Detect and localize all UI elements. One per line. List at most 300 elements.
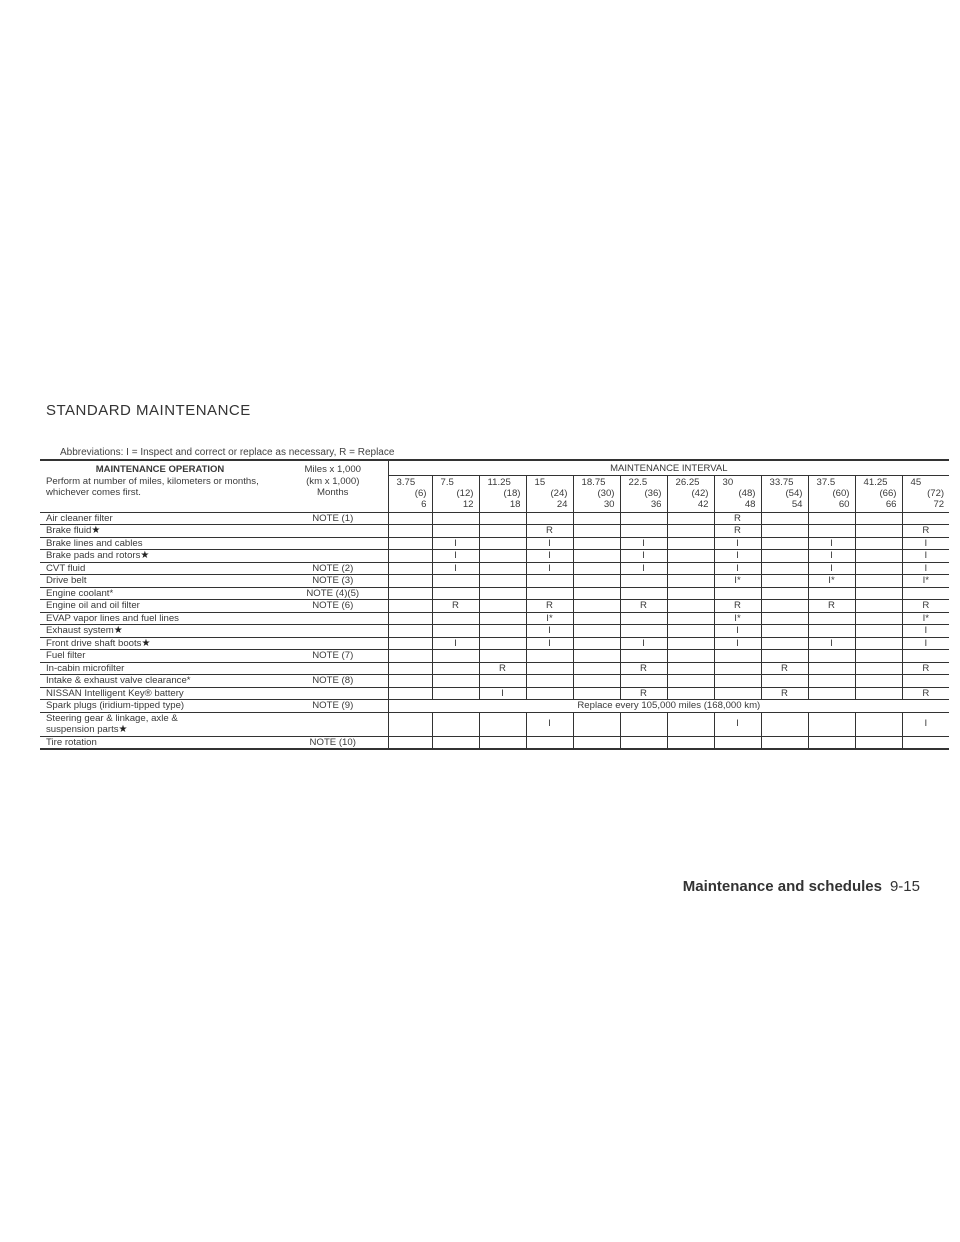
table-row [40, 537, 949, 550]
operation-name: NISSAN Intelligent Key® battery [46, 687, 184, 699]
interval-cell [667, 525, 714, 538]
interval-cell [388, 637, 432, 650]
interval-cell [432, 512, 479, 525]
interval-cell [855, 512, 902, 525]
operation-cell [40, 612, 278, 625]
interval-cell [808, 662, 855, 675]
operation-name: Brake pads and rotors [46, 550, 141, 561]
interval-km: (30) [597, 487, 615, 499]
interval-miles: 11.25 [487, 476, 511, 488]
interval-cell: I [620, 562, 667, 575]
interval-months: 12 [462, 498, 474, 510]
page-number: 9-15 [889, 878, 920, 895]
interval-cell: R [432, 600, 479, 613]
interval-cell [855, 600, 902, 613]
footer-section: Maintenance and schedules [682, 878, 882, 895]
interval-cell [573, 650, 620, 663]
operation-cell [40, 600, 278, 613]
interval-cell [667, 537, 714, 550]
operation-cell [40, 637, 278, 650]
operation-cell [40, 675, 278, 688]
interval-cell [526, 736, 573, 749]
miles-header [278, 460, 388, 512]
interval-cell [855, 550, 902, 563]
miles-header-line: Miles x 1,000 [304, 464, 362, 475]
spark-plug-interval: Replace every 105,000 miles (168,000 km) [388, 700, 949, 713]
interval-cell [479, 637, 526, 650]
interval-months: 6 [421, 498, 427, 510]
operation-name: Exhaust system [46, 625, 114, 636]
operation-cell [40, 662, 278, 675]
note-cell [278, 662, 388, 675]
interval-cell: I [432, 637, 479, 650]
interval-cell: R [526, 600, 573, 613]
interval-cell [667, 650, 714, 663]
operation-header [40, 460, 278, 512]
note-cell: NOTE (7) [278, 650, 388, 663]
interval-cell [667, 712, 714, 736]
interval-cell [855, 675, 902, 688]
interval-cell: I* [902, 612, 949, 625]
interval-cell: R [902, 525, 949, 538]
note-cell [278, 637, 388, 650]
interval-cell [620, 512, 667, 525]
operation-cell [40, 525, 278, 538]
interval-cell: I [714, 625, 761, 638]
interval-cell: I [526, 712, 573, 736]
interval-km: (18) [503, 487, 521, 499]
interval-km: (12) [456, 487, 474, 499]
interval-column-header [855, 475, 902, 512]
abbreviations-note: Abbreviations: I = Inspect and correct or replace as necessary, R = Replace [60, 447, 395, 458]
interval-cell [573, 712, 620, 736]
operation-cell [40, 550, 278, 563]
note-cell: NOTE (2) [278, 562, 388, 575]
interval-months: 72 [933, 498, 945, 510]
interval-cell [620, 650, 667, 663]
note-cell [278, 612, 388, 625]
operation-cell [40, 712, 278, 736]
interval-km: (24) [550, 487, 568, 499]
interval-cell [761, 675, 808, 688]
table-row [40, 712, 949, 736]
interval-cell [808, 625, 855, 638]
interval-cell [388, 612, 432, 625]
interval-cell: I [902, 712, 949, 736]
interval-cell [761, 512, 808, 525]
interval-cell [855, 575, 902, 588]
operation-name: Intake & exhaust valve clearance* [46, 675, 191, 686]
interval-cell: R [761, 687, 808, 700]
interval-cell [808, 612, 855, 625]
page-footer [683, 878, 920, 895]
interval-cell [667, 550, 714, 563]
interval-cell [855, 662, 902, 675]
interval-cell [620, 612, 667, 625]
operation-name: Tire rotation [46, 736, 97, 748]
operation-name: Spark plugs (iridium-tipped type) [46, 700, 185, 711]
interval-cell [667, 662, 714, 675]
table-row [40, 562, 949, 575]
table-row [40, 675, 949, 688]
interval-cell [573, 525, 620, 538]
note-cell: NOTE (3) [278, 575, 388, 588]
interval-cell [573, 625, 620, 638]
note-cell [278, 550, 388, 563]
interval-cell: I [902, 550, 949, 563]
star-icon: ★ [141, 637, 151, 649]
interval-cell: I [902, 625, 949, 638]
interval-cell: I [902, 637, 949, 650]
note-cell: NOTE (1) [278, 512, 388, 525]
interval-cell [761, 637, 808, 650]
interval-cell [479, 587, 526, 600]
interval-cell [573, 612, 620, 625]
interval-column-header [388, 475, 432, 512]
operation-cell [40, 562, 278, 575]
interval-months: 42 [697, 498, 709, 510]
note-cell [278, 712, 388, 736]
table-header-row [40, 460, 949, 475]
interval-cell: I [432, 550, 479, 563]
interval-column-header [667, 475, 714, 512]
interval-cell [526, 575, 573, 588]
operation-name: Front drive shaft boots [46, 637, 142, 649]
interval-cell: I [526, 637, 573, 650]
interval-cell: I* [526, 612, 573, 625]
interval-cell [479, 562, 526, 575]
interval-cell: I [714, 712, 761, 736]
interval-cell [855, 736, 902, 749]
operation-name: Engine oil and oil filter [46, 600, 140, 611]
interval-cell [620, 525, 667, 538]
interval-column-header [432, 475, 479, 512]
star-icon: ★ [118, 724, 128, 735]
interval-cell [808, 687, 855, 700]
operation-cell [40, 512, 278, 525]
note-cell [278, 625, 388, 638]
table-row [40, 587, 949, 600]
interval-cell [573, 736, 620, 749]
interval-cell [432, 650, 479, 663]
interval-miles: 45 [910, 476, 922, 488]
table-row [40, 550, 949, 563]
interval-cell [432, 687, 479, 700]
interval-cell [479, 650, 526, 663]
operation-cell [40, 575, 278, 588]
interval-cell [855, 525, 902, 538]
interval-cell [432, 712, 479, 736]
interval-cell [388, 537, 432, 550]
interval-cell [526, 587, 573, 600]
interval-miles: 7.5 [440, 476, 454, 488]
note-cell [278, 537, 388, 550]
interval-cell [479, 537, 526, 550]
miles-header-line: (km x 1,000) [306, 475, 360, 487]
interval-cell [388, 650, 432, 663]
note-cell: NOTE (9) [278, 700, 388, 713]
operation-cell [40, 537, 278, 550]
interval-cell [479, 625, 526, 638]
star-icon: ★ [91, 525, 101, 536]
interval-cell: I [526, 537, 573, 550]
interval-cell [432, 736, 479, 749]
interval-cell [902, 587, 949, 600]
interval-km: (60) [832, 487, 850, 499]
interval-cell [573, 687, 620, 700]
operation-cell [40, 650, 278, 663]
interval-cell [761, 550, 808, 563]
interval-cell [808, 650, 855, 663]
interval-cell: I [620, 637, 667, 650]
interval-cell [667, 575, 714, 588]
table-row [40, 662, 949, 675]
interval-cell: I [526, 562, 573, 575]
operation-name: suspension parts [46, 724, 119, 735]
interval-cell [714, 736, 761, 749]
interval-cell [761, 600, 808, 613]
interval-cell [388, 625, 432, 638]
interval-cell [573, 562, 620, 575]
interval-months: 60 [838, 498, 850, 510]
operation-header-text: Perform at number of miles, kilometers or months, whichever comes first. [46, 475, 259, 498]
interval-cell [388, 662, 432, 675]
interval-cell [855, 625, 902, 638]
table-row [40, 687, 949, 700]
interval-miles: 37.5 [816, 476, 836, 488]
note-cell [278, 687, 388, 700]
interval-cell [479, 600, 526, 613]
interval-cell [388, 675, 432, 688]
interval-cell: I [432, 537, 479, 550]
interval-cell [526, 512, 573, 525]
operation-header-title: MAINTENANCE OPERATION [95, 464, 225, 475]
table-row [40, 625, 949, 638]
operation-name: Brake fluid [46, 525, 92, 536]
interval-cell [432, 575, 479, 588]
interval-cell [808, 675, 855, 688]
interval-months: 30 [603, 498, 615, 510]
interval-cell [573, 637, 620, 650]
interval-cell [620, 625, 667, 638]
operation-name: Brake lines and cables [46, 537, 143, 549]
interval-cell: I [714, 550, 761, 563]
interval-cell [388, 512, 432, 525]
interval-cell [667, 512, 714, 525]
note-cell [278, 525, 388, 538]
operation-cell [40, 587, 278, 600]
interval-cell: R [714, 525, 761, 538]
interval-cell [479, 525, 526, 538]
interval-cell: R [479, 662, 526, 675]
interval-cell [761, 736, 808, 749]
interval-column-header [479, 475, 526, 512]
interval-cell [714, 662, 761, 675]
interval-cell [808, 525, 855, 538]
table-row [40, 525, 949, 538]
interval-months: 54 [791, 498, 803, 510]
interval-cell [855, 637, 902, 650]
operation-cell [40, 625, 278, 638]
miles-header-line: Months [317, 487, 349, 498]
interval-cell [432, 525, 479, 538]
interval-cell [808, 512, 855, 525]
interval-column-header [808, 475, 855, 512]
interval-cell [761, 650, 808, 663]
interval-miles: 22.5 [628, 476, 648, 488]
interval-cell [573, 512, 620, 525]
interval-km: (66) [879, 487, 897, 499]
interval-cell: I [714, 562, 761, 575]
interval-cell [667, 600, 714, 613]
interval-cell [620, 675, 667, 688]
interval-cell [573, 587, 620, 600]
interval-cell [808, 587, 855, 600]
interval-cell [573, 575, 620, 588]
interval-cell [620, 712, 667, 736]
interval-cell [855, 650, 902, 663]
interval-cell [526, 675, 573, 688]
operation-name: CVT fluid [46, 562, 86, 574]
interval-miles: 3.75 [396, 476, 416, 488]
interval-cell [432, 587, 479, 600]
interval-miles: 26.25 [675, 476, 700, 488]
interval-cell [432, 675, 479, 688]
interval-cell [620, 575, 667, 588]
table-row [40, 600, 949, 613]
interval-cell [667, 587, 714, 600]
interval-cell [432, 612, 479, 625]
interval-cell: I [714, 637, 761, 650]
interval-cell [479, 612, 526, 625]
interval-cell [902, 650, 949, 663]
interval-km: (48) [738, 487, 756, 499]
interval-cell: R [714, 600, 761, 613]
interval-km: (54) [785, 487, 803, 499]
interval-cell [388, 600, 432, 613]
interval-cell [573, 675, 620, 688]
note-cell: NOTE (8) [278, 675, 388, 688]
interval-cell: I* [902, 575, 949, 588]
table-row [40, 637, 949, 650]
interval-cell [573, 662, 620, 675]
interval-cell: I [808, 637, 855, 650]
interval-cell [714, 687, 761, 700]
interval-cell: I [526, 625, 573, 638]
interval-cell: I [432, 562, 479, 575]
interval-column-header [761, 475, 808, 512]
interval-cell [761, 587, 808, 600]
operation-name: EVAP vapor lines and fuel lines [46, 612, 179, 624]
interval-cell [714, 650, 761, 663]
interval-km: (36) [644, 487, 662, 499]
interval-cell [902, 512, 949, 525]
interval-cell: I [808, 537, 855, 550]
interval-cell [667, 637, 714, 650]
interval-cell: R [526, 525, 573, 538]
interval-cell [479, 550, 526, 563]
interval-column-header [526, 475, 573, 512]
interval-cell [761, 575, 808, 588]
interval-km: (42) [691, 487, 709, 499]
interval-cell: I [808, 550, 855, 563]
interval-cell: I* [808, 575, 855, 588]
interval-cell [808, 736, 855, 749]
table-row [40, 650, 949, 663]
interval-cell: I [808, 562, 855, 575]
interval-cell [855, 537, 902, 550]
interval-miles: 33.75 [769, 476, 794, 488]
interval-cell [526, 687, 573, 700]
interval-cell: R [714, 512, 761, 525]
interval-column-header [573, 475, 620, 512]
interval-cell: R [620, 662, 667, 675]
interval-cell [761, 625, 808, 638]
interval-cell [667, 562, 714, 575]
note-cell: NOTE (10) [278, 736, 388, 749]
interval-cell: I* [714, 612, 761, 625]
interval-cell [526, 650, 573, 663]
interval-months: 36 [650, 498, 662, 510]
interval-cell [479, 575, 526, 588]
table-row [40, 575, 949, 588]
interval-cell [855, 612, 902, 625]
interval-cell [667, 687, 714, 700]
interval-months: 24 [556, 498, 568, 510]
table-row [40, 736, 949, 749]
interval-cell [573, 537, 620, 550]
interval-cell: R [902, 662, 949, 675]
section-title: STANDARD MAINTENANCE [46, 402, 251, 419]
interval-cell [667, 736, 714, 749]
interval-cell: I [526, 550, 573, 563]
interval-cell [432, 625, 479, 638]
interval-cell [855, 587, 902, 600]
interval-cell [388, 550, 432, 563]
interval-cell [855, 562, 902, 575]
table-row [40, 700, 949, 713]
operation-name-line2 [46, 724, 278, 736]
operation-name: Fuel filter [46, 650, 86, 661]
interval-cell: R [620, 600, 667, 613]
operation-name: Engine coolant* [46, 587, 114, 599]
interval-months: 66 [885, 498, 897, 510]
note-cell: NOTE (6) [278, 600, 388, 613]
interval-column-header [714, 475, 761, 512]
interval-cell [573, 550, 620, 563]
interval-cell [902, 675, 949, 688]
interval-cell [388, 736, 432, 749]
interval-cell [388, 687, 432, 700]
interval-cell: I [902, 537, 949, 550]
maintenance-table [40, 459, 949, 750]
interval-cell [388, 525, 432, 538]
table-row [40, 612, 949, 625]
interval-cell [714, 587, 761, 600]
interval-cell: R [761, 662, 808, 675]
interval-cell [479, 675, 526, 688]
operation-cell [40, 736, 278, 749]
interval-miles: 18.75 [581, 476, 606, 488]
interval-cell [714, 675, 761, 688]
star-icon: ★ [113, 625, 123, 636]
interval-cell [620, 736, 667, 749]
interval-header: MAINTENANCE INTERVAL [388, 460, 949, 475]
operation-cell [40, 700, 278, 713]
interval-cell [479, 736, 526, 749]
interval-cell [479, 712, 526, 736]
interval-km: (72) [927, 487, 945, 499]
